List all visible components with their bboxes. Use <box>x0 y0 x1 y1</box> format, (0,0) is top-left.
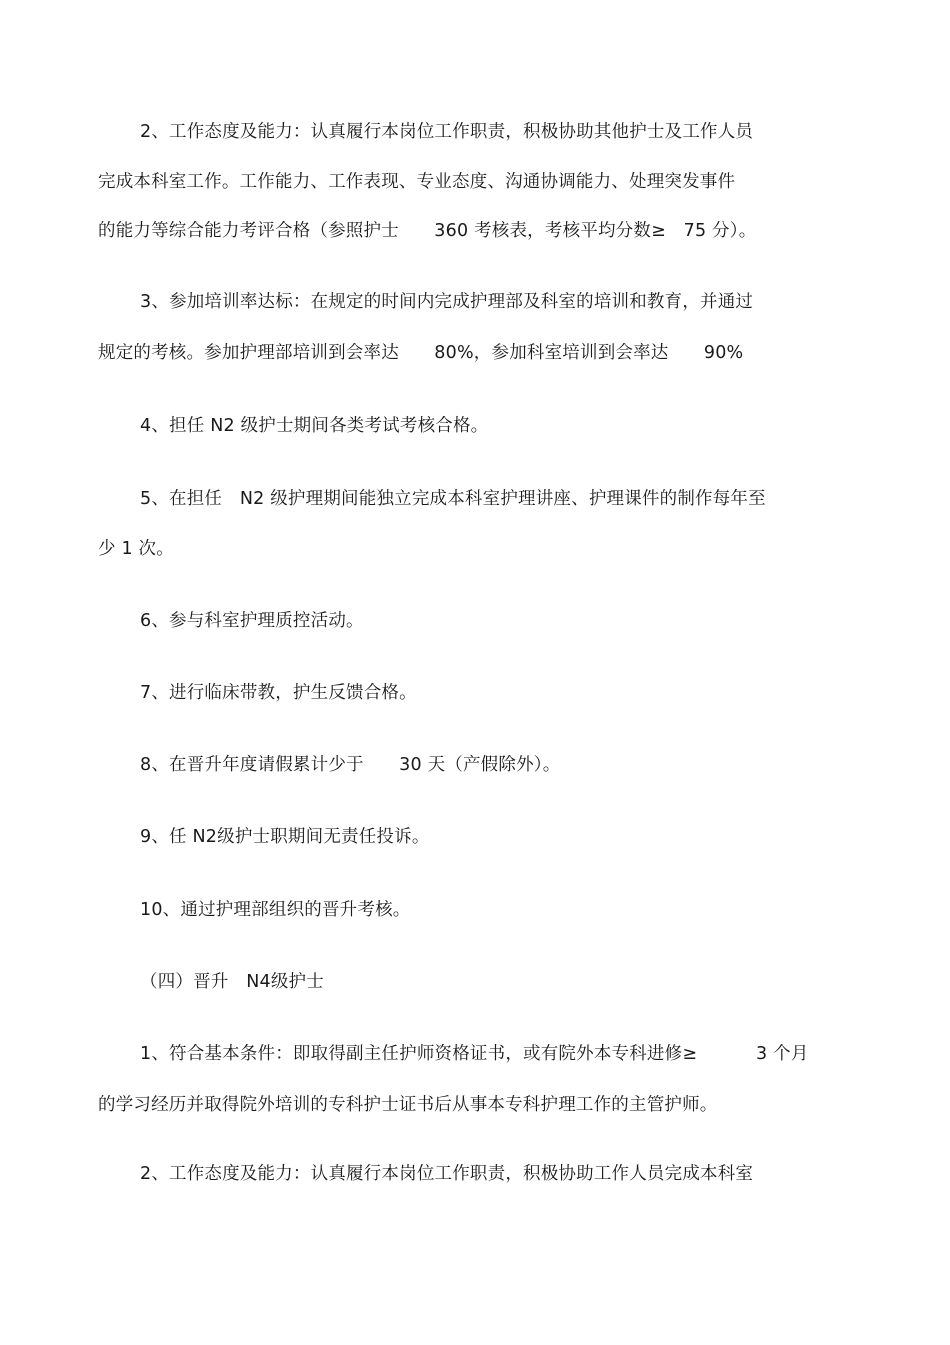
section-heading: （四）晋升 N4级护士 <box>140 972 324 992</box>
paragraph-line: 10、通过护理部组织的晋升考核。 <box>140 900 411 920</box>
paragraph-line: 4、担任 N2 级护士期间各类考试考核合格。 <box>140 416 489 436</box>
paragraph-line: 少 1 次。 <box>98 539 174 559</box>
paragraph-line: 9、任 N2级护士职期间无责任投诉。 <box>140 827 430 847</box>
paragraph-line: 完成本科室工作。工作能力、工作表现、专业态度、沟通协调能力、处理突发事件 <box>98 172 736 192</box>
paragraph-line: 2、工作态度及能力：认真履行本岗位工作职责，积极协助工作人员完成本科室 <box>140 1164 754 1184</box>
paragraph-line: 3、参加培训率达标：在规定的时间内完成护理部及科室的培训和教育，并通过 <box>140 292 754 312</box>
paragraph-line: 规定的考核。参加护理部培训到会率达 80%，参加科室培训到会率达 90% <box>98 343 744 363</box>
paragraph-line: 7、进行临床带教，护生反馈合格。 <box>140 683 417 703</box>
paragraph-line: 的能力等综合能力考评合格（参照护士 360 考核表，考核平均分数≥ 75 分）。 <box>98 221 757 241</box>
paragraph-line: 的学习经历并取得院外培训的专科护士证书后从事本专科护理工作的主管护师。 <box>98 1095 718 1115</box>
paragraph-line: 5、在担任 N2 级护理期间能独立完成本科室护理讲座、护理课件的制作每年至 <box>140 489 766 509</box>
paragraph-line: 8、在晋升年度请假累计少于 30 天（产假除外）。 <box>140 755 561 775</box>
paragraph-line: 1、符合基本条件：即取得副主任护师资格证书，或有院外本专科进修≥ 3 个月 <box>140 1044 809 1064</box>
paragraph-line: 6、参与科室护理质控活动。 <box>140 611 364 631</box>
paragraph-line: 2、工作态度及能力：认真履行本岗位工作职责，积极协助其他护士及工作人员 <box>140 122 754 142</box>
